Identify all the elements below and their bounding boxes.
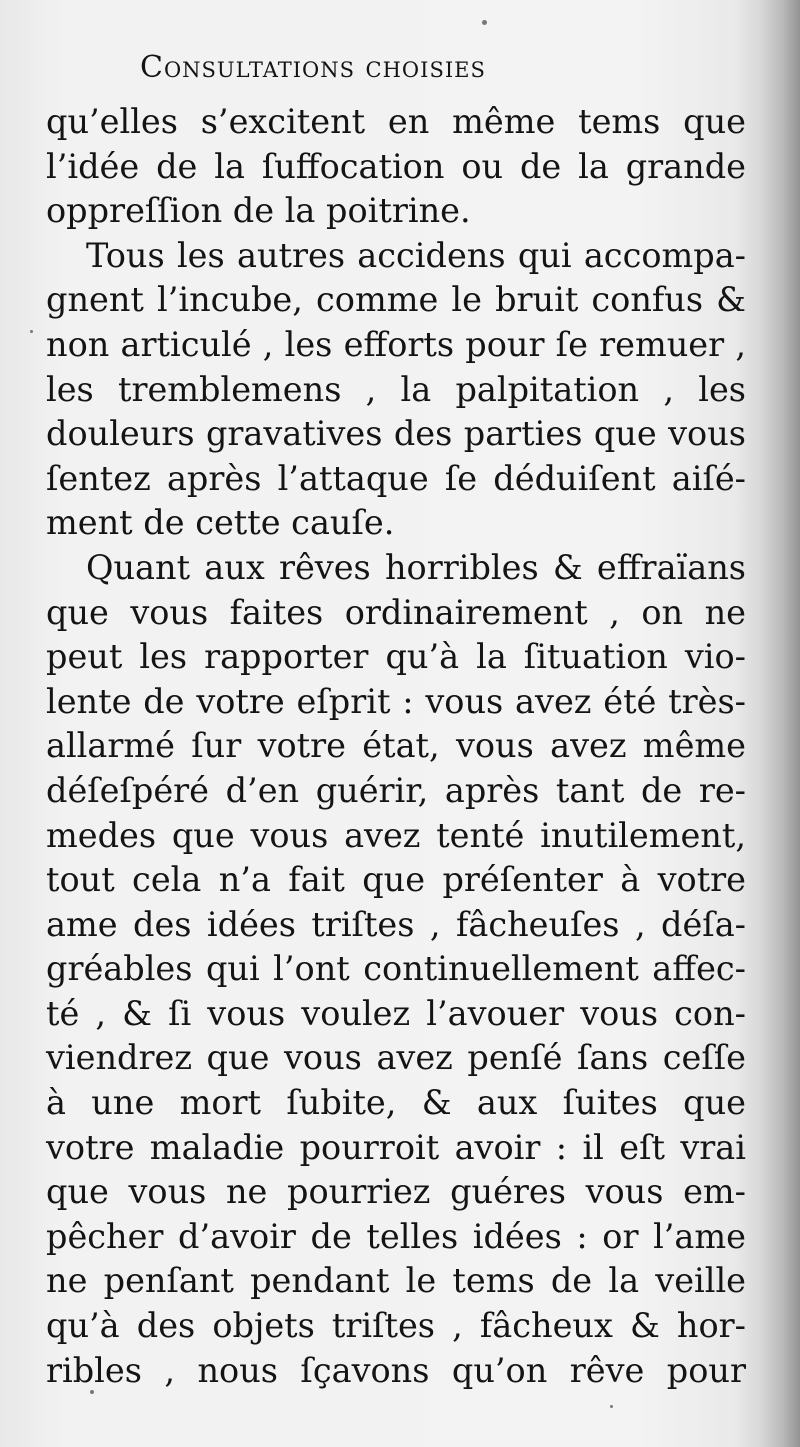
paper-speck	[610, 1405, 613, 1408]
paragraph-3	[46, 546, 746, 1393]
text-line: lente de votre eſprit : vous avez été très-	[46, 681, 746, 721]
paragraph-2	[46, 234, 746, 546]
body-text	[46, 100, 746, 1393]
text-line: tout cela n’a fait que préſenter à votre	[46, 860, 746, 900]
running-head: Consultations choisies	[140, 50, 486, 85]
text-line: votre maladie pourroit avoir : il eſt vrai	[46, 1127, 746, 1167]
text-line: medes que vous avez tenté inutilement,	[46, 815, 746, 855]
text-line: ne penſant pendant le tems de la veille	[46, 1261, 746, 1301]
text-line: viendrez que vous avez penſé ſans ceſſe	[46, 1038, 746, 1078]
text-line: ribles , nous ſçavons qu’on rêve pour	[46, 1350, 746, 1390]
text-line: qu’à des objets triſtes , fâcheux & hor-	[46, 1306, 746, 1346]
paper-speck	[30, 330, 33, 333]
paper-speck	[90, 1390, 94, 1394]
text-line: non articulé , les efforts pour ſe remuer ,	[46, 324, 746, 364]
text-line: l’idée de la ſuffocation ou de la grande	[46, 146, 746, 186]
text-line: ame des idées triſtes , fâcheuſes , déſa-	[46, 904, 746, 944]
text-line: oppreſſion de la poitrine.	[46, 191, 471, 231]
text-line: les tremblemens , la palpitation , les	[46, 369, 746, 409]
text-line: Tous les autres accidens qui accompa-	[86, 235, 746, 275]
text-line: ment de cette cauſe.	[46, 503, 395, 543]
text-line: pêcher d’avoir de telles idées : or l’ame	[46, 1216, 746, 1256]
text-line: que vous faites ordinairement , on ne	[46, 592, 746, 632]
text-line: douleurs gravatives des parties que vous	[46, 414, 746, 454]
text-line: qu’elles s’excitent en même tems que	[46, 102, 746, 141]
text-line: peut les rapporter qu’à la ſituation vio-	[46, 637, 746, 677]
paragraph-1	[46, 100, 746, 234]
text-line: déſeſpéré d’en guérir, après tant de re-	[46, 770, 746, 810]
text-line: té , & ſi vous voulez l’avouer vous con-	[46, 993, 746, 1033]
text-line: allarmé ſur votre état, vous avez même	[46, 726, 746, 766]
text-line: que vous ne pourriez guéres vous em-	[46, 1172, 746, 1212]
text-line: gnent l’incube, comme le bruit confus &	[46, 280, 746, 320]
text-line: ſentez après l’attaque ſe déduiſent aiſé-	[46, 458, 746, 498]
paper-speck	[482, 20, 487, 25]
text-line: Quant aux rêves horribles & effraïans	[86, 547, 746, 587]
text-line: gréables qui l’ont continuellement affec-	[46, 949, 746, 989]
text-line: à une mort ſubite, & aux ſuites que	[46, 1083, 746, 1123]
